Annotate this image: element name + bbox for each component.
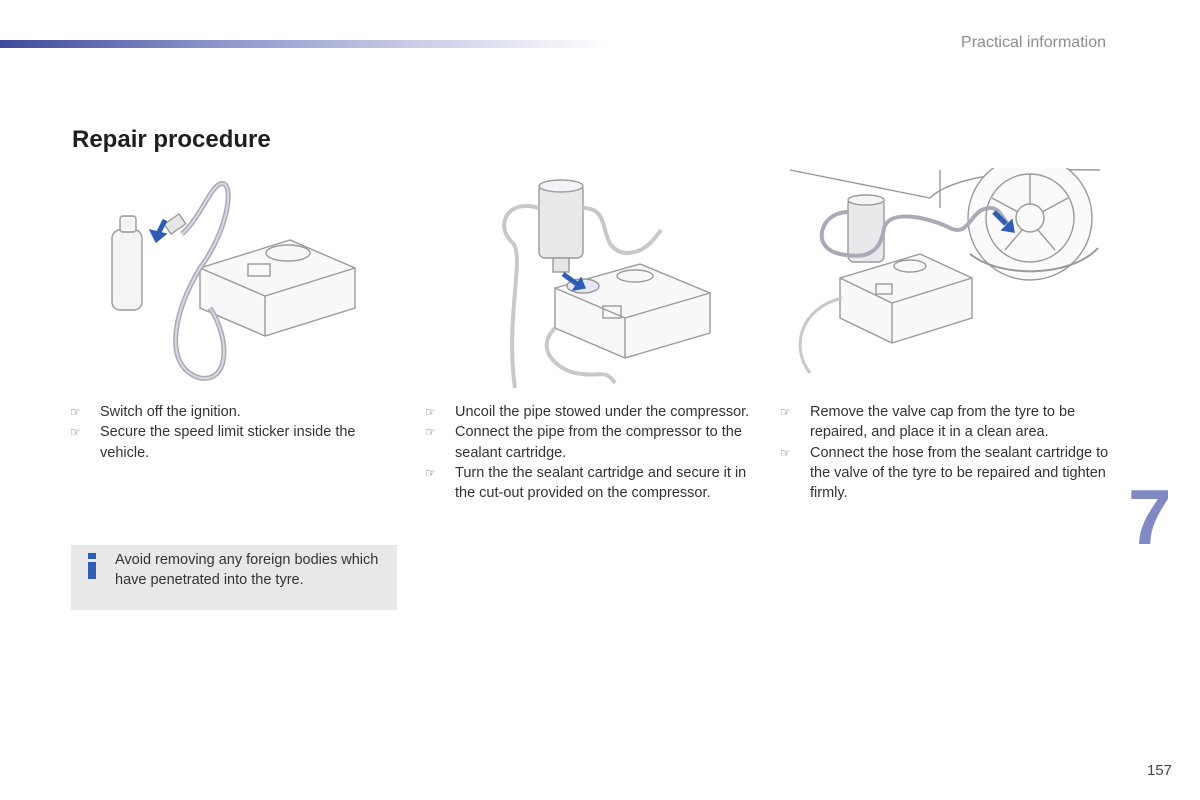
page-number: 157 [1146,762,1172,779]
steps-column-3 [780,402,1110,503]
pointing-hand-icon: ☞ [70,405,81,419]
step-item: ☞ Turn the the sealant cartridge and secure it in the cut-out provided on the compressor. [425,464,747,502]
steps-column-1 [70,402,400,463]
step-item: ☞ Uncoil the pipe stowed under the compressor. [425,404,750,420]
info-note-text: Avoid removing any foreign bodies which have penetrated into the tyre. [115,552,379,589]
pointing-hand-icon: ☞ [425,465,436,480]
step-item: ☞ Remove the valve cap from the tyre to be repaired, and place it in a clean area. [780,404,1076,441]
pointing-hand-icon: ☞ [780,405,791,419]
steps-column-2 [425,402,755,503]
pointing-hand-icon: ☞ [425,405,436,419]
pointing-hand-icon: ☞ [70,425,81,440]
step-item: ☞ Connect the hose from the sealant cartridge to the valve of the tyre to be repaired and tighten firmly. [780,444,1109,502]
sealant-cartridge-illustration [425,168,755,390]
pointing-hand-icon: ☞ [780,445,791,460]
pointing-hand-icon: ☞ [425,425,436,440]
info-icon [85,553,99,579]
header-accent-bar [0,40,610,48]
chapter-number: 7 [1128,473,1172,561]
tyre-valve-illustration [780,168,1110,390]
step-item: ☞ Switch off the ignition. [70,404,241,420]
step-item: ☞ Secure the speed limit sticker inside the vehicle. [70,424,356,461]
info-note-box [71,545,397,610]
compressor-hose-illustration [70,168,400,390]
step-item: ☞ Connect the pipe from the compressor to the sealant cartridge. [425,424,742,461]
page-title: Repair procedure [72,126,271,153]
section-header: Practical information [961,34,1106,51]
